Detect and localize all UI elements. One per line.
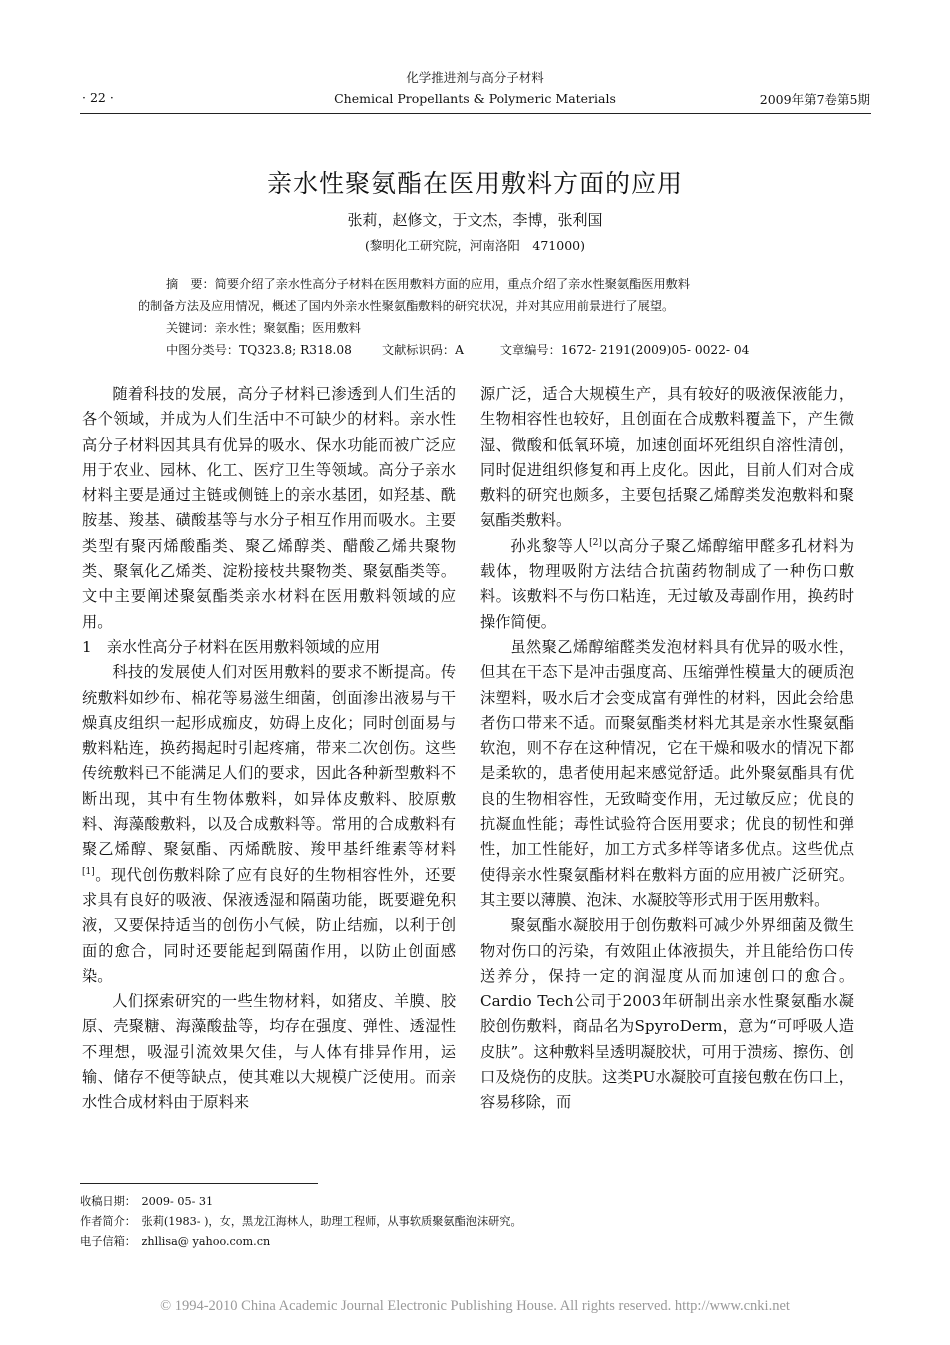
left-column xyxy=(82,382,456,1116)
author-bio: 作者简介： 张莉(1983- )，女，黑龙江海林人，助理工程师，从事软质聚氨酯泡沫研究。 xyxy=(80,1215,522,1228)
paragraph xyxy=(82,660,456,989)
header-rule xyxy=(80,113,871,114)
article-authors: 张莉，赵修文，于文杰，李博，张利国 xyxy=(347,211,603,229)
citation-ref-2[interactable]: [2] xyxy=(589,537,602,548)
paragraph-text: 。现代创伤敷料除了应有良好的生物相容性外，还要求具有良好的吸液、保液透湿和隔菌功能，既要避免积液，又要保持适当的创伤小气候，防止结痂，以利于创面的愈合，同时还要能起到隔菌作用，以防止创面感染。 xyxy=(82,865,456,985)
abstract-block xyxy=(138,273,814,361)
clc-label: 中图分类号： xyxy=(166,343,240,357)
paragraph-text: 以高分子聚乙烯醇缩甲醛多孔材料为载体，物理吸附方法结合抗菌药物制成了一种伤口敷料。该敷料不与伤口粘连，无过敏及毒副作用，换药时操作简便。 xyxy=(480,536,855,631)
paragraph: 随着科技的发展，高分子材料已渗透到人们生活的各个领域，并成为人们生活中不可缺少的材料。亲水性高分子材料因其具有优异的吸水、保水功能而被广泛应用于农业、园林、化工、医疗卫生等领域。高分子亲水材料主要是通过主链或侧链上的亲水基团，如羟基、酰胺基、羧基、磺酸基等与水分子相互作用而吸水。主要类型有聚丙烯酸酯类、聚乙烯醇类、醋酸乙烯共聚物类、聚氧化乙烯类、淀粉接枝共聚物类、聚氨酯类等。文中主要阐述聚氨酯类亲水材料在医用敷料领域的应用。 xyxy=(82,385,456,631)
doc-code-label: 文献标识码： xyxy=(381,343,456,357)
abstract-text-line2: 的制备方法及应用情况，概述了国内外亲水性聚氨酯敷料的研究状况，并对其应用前景进行了展望。 xyxy=(138,299,675,313)
copyright-notice: © 1994-2010 China Academic Journal Electronic Publishing House. All rights reserved. http://www.cnki.net xyxy=(160,1298,790,1314)
article-no-label: 文章编号： xyxy=(499,343,561,357)
author-email: 电子信箱： zhllisa@ yahoo.com.cn xyxy=(80,1235,271,1248)
section-heading: 1 亲水性高分子材料在医用敷料领域的应用 xyxy=(82,637,381,656)
right-column xyxy=(480,382,854,1116)
journal-title-cn: 化学推进剂与高分子材料 xyxy=(406,70,544,85)
clc-number: TQ323.8; R318.08 xyxy=(239,343,352,357)
paragraph: 源广泛，适合大规模生产，具有较好的吸液保液能力，生物相容性也较好，且创面在合成敷料覆盖下，产生微湿、微酸和低氧环境，加速创面坏死组织自溶性清创，同时促进组织修复和再上皮化。因此，目前人们对合成敷料的研究也颇多，主要包括聚乙烯醇类发泡敷料和聚氨酯类敷料。 xyxy=(480,385,854,530)
abstract-text-line1: 简要介绍了亲水性高分子材料在医用敷料方面的应用，重点介绍了亲水性聚氨酯医用敷料 xyxy=(214,277,691,291)
page-number: · 22 · xyxy=(82,90,114,105)
received-date: 收稿日期： 2009- 05- 31 xyxy=(80,1195,214,1208)
footnote-rule xyxy=(80,1183,318,1184)
paragraph: 虽然聚乙烯醇缩醛类发泡材料具有优异的吸水性，但其在干态下是冲击强度高、压缩弹性模量大的硬质泡沫塑料，吸水后才会变成富有弹性的材料，因此会给患者伤口带来不适。而聚氨酯类材料尤其是亲水性聚氨酯软泡，则不存在这种情况，它在干燥和吸水的情况下都是柔软的，患者使用起来感觉舒适。此外聚氨酯具有优良的生物相容性，无致畸变作用，无过敏反应；优良的抗凝血性能；毒性试验符合医用要求；优良的韧性和弹性，加工性能好，加工方式多样等诸多优点。这些优点使得亲水性聚氨酯材料在敷料方面的应用被广泛研究。其主要以薄膜、泡沫、水凝胶等形式用于医用敷料。 xyxy=(480,637,854,909)
journal-title-en: Chemical Propellants & Polymeric Materials xyxy=(334,91,616,106)
doc-code: A xyxy=(455,343,464,357)
article-no: 1672- 2191(2009)05- 0022- 04 xyxy=(560,343,750,357)
paragraph: 聚氨酯水凝胶用于创伤敷料可减少外界细菌及微生物对伤口的污染，有效阻止体液损失，并且能给伤口传送养分，保持一定的润湿度从而加速创口的愈合。Cardio Tech公司于2003年研制出亲水性聚氨酯水凝胶创伤敷料，商品名为SpyroDerm，意为“可呼吸人造皮肤”。这种敷料呈透明凝胶状，可用于溃疡、擦伤、创口及烧伤的皮肤。这类PU水凝胶可直接包敷在伤口上，容易移除，而 xyxy=(480,916,854,1112)
footnote-block xyxy=(80,1192,871,1252)
article-affiliation: (黎明化工研究院，河南洛阳 471000) xyxy=(365,238,585,253)
paragraph: 人们探索研究的一些生物材料，如猪皮、羊膜、胶原、壳聚糖、海藻酸盐等，均存在强度、弹性、透湿性不理想，吸湿引流效果欠佳，与人体有排异作用，运输、储存不便等缺点，使其难以大规模广泛使用。而亲水性合成材料由于原料来 xyxy=(82,992,456,1112)
issue-info: 2009年第7卷第5期 xyxy=(759,92,870,107)
paragraph-text: 孙兆黎等人 xyxy=(510,536,590,555)
paragraph xyxy=(480,534,854,635)
keywords: 亲水性；聚氨酯；医用敷料 xyxy=(214,321,361,335)
article-title: 亲水性聚氨酯在医用敷料方面的应用 xyxy=(266,169,683,198)
paragraph-text: 科技的发展使人们对医用敷料的要求不断提高。传统敷料如纱布、棉花等易滋生细菌，创面渗出液易与干燥真皮组织一起形成痂皮，妨碍上皮化；同时创面易与敷料粘连，换药揭起时引起疼痛，带来二次创伤。这些传统敷料已不能满足人们的要求，因此各种新型敷料不断出现，其中有生物体敷料，如异体皮敷料、胶原敷料、海藻酸敷料，以及合成敷料等。常用的合成敷料有聚乙烯醇、聚氨酯、丙烯酰胺、羧甲基纤维素等材料 xyxy=(82,663,456,859)
citation-ref-1[interactable]: [1] xyxy=(82,866,95,877)
keywords-label: 关键词： xyxy=(166,321,215,335)
abstract-label: 摘 要： xyxy=(166,277,215,291)
